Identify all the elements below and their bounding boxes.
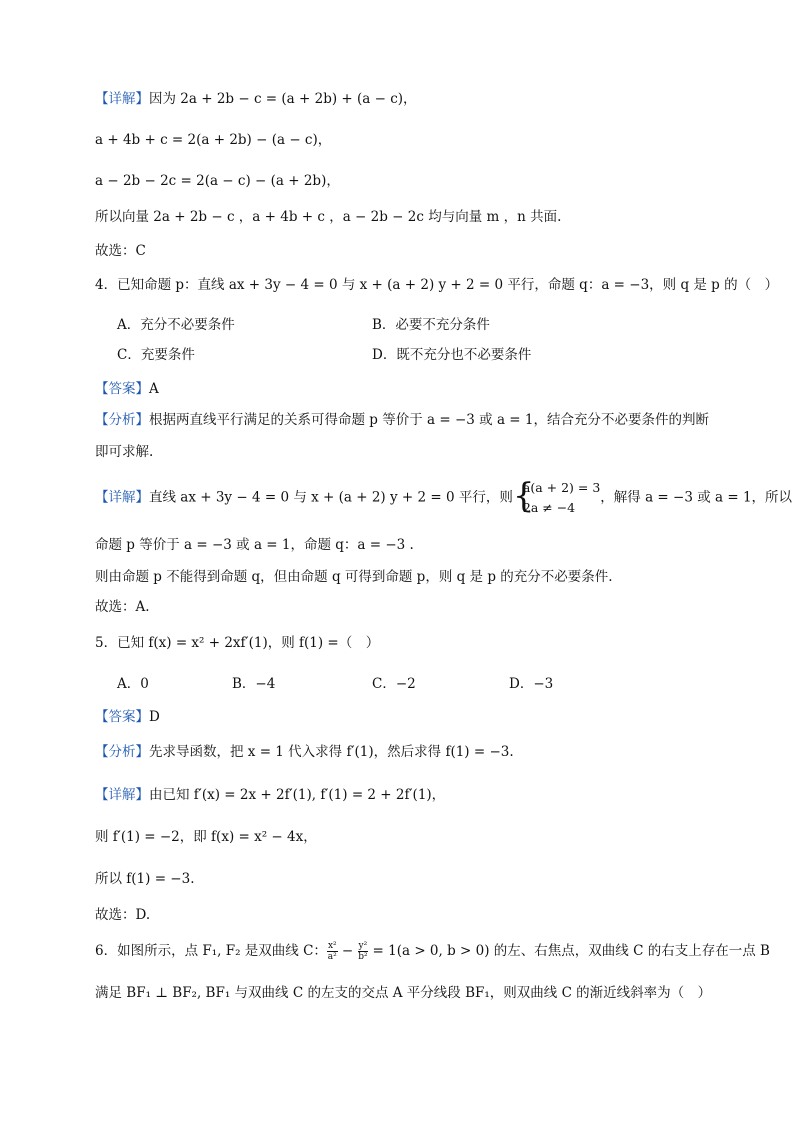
analysis-tag: 【分析】 [95,744,149,760]
q5-option-c: C．−2 [372,676,416,692]
fraction-y-num: y² [358,941,368,951]
q5-option-a: A．0 [117,676,149,692]
question-5: 5．已知 f(x) = x² + 2xf′(1)，则 f(1) =（ ） [95,635,380,651]
q4-choice: 故选：A. [95,599,150,615]
q6-minus: − [337,943,358,959]
fraction-x-den: a² [327,952,337,962]
question-6-line-2: 满足 BF₁ ⊥ BF₂, BF₁ 与双曲线 C 的左支的交点 A 平分线段 BF₁，则双曲线 C 的渐近线斜率为（ ） [95,985,712,1001]
system-eq-1: a(a + 2) = 3 [522,480,601,495]
system-eq-2: 2a ≠ −4 [522,500,576,515]
fraction-y [358,941,369,962]
q4-option-c: C．充要条件 [117,347,195,363]
detail-tag: 【详解】 [95,489,149,506]
detail-text: 由已知 f′(x) = 2x + 2f′(1), f′(1) = 2 + 2f′(1)， [149,787,446,803]
equation-system [513,478,600,518]
q4-answer [95,380,159,398]
q5-option-b: B．−4 [232,676,276,692]
q5-option-d: D．−3 [509,676,554,692]
q5-choice: 故选：D. [95,907,151,923]
detail-line-4: 所以向量 2a + 2b − c ，a + 4b + c ，a − 2b − 2c 均与向量 m ，n 共面. [95,209,562,225]
analysis-tag: 【分析】 [95,412,149,428]
fraction-y-den: b² [358,952,368,962]
q4-option-b: B．必要不充分条件 [372,317,490,333]
analysis-text: 根据两直线平行满足的关系可得命题 p 等价于 a = −3 或 a = 1，结合充分不必要条件的判断 [149,412,709,428]
q4-option-a: A．充分不必要条件 [117,317,235,333]
detail-text-post: ，解得 a = −3 或 a = 1，所以 [600,489,793,506]
answer-value: A [149,381,159,397]
detail-text: 直线 ax + 3y − 4 = 0 与 x + (a + 2) y + 2 = 0 平行，则 [149,489,513,506]
answer-choice-line: 故选：C [95,243,146,259]
detail-line-3: a − 2b − 2c = 2(a − c) − (a + 2b)， [95,173,340,189]
detail-tag: 【详解】 [95,787,149,803]
brace-icon: { [512,476,535,516]
fraction-x-num: x² [327,941,337,951]
question-4: 4．已知命题 p：直线 ax + 3y − 4 = 0 与 x + (a + 2) y + 2 = 0 平行，命题 q：a = −3，则 q 是 p 的（ ） [95,277,779,293]
detail-text: 因为 2a + 2b − c = (a + 2b) + (a − c)， [149,91,417,107]
q5-answer [95,708,160,726]
q4-analysis-1 [95,411,709,429]
answer-tag: 【答案】 [95,381,149,397]
answer-tag: 【答案】 [95,709,149,725]
q4-detail-3: 则由命题 p 不能得到命题 q，但由命题 q 可得到命题 p，则 q 是 p 的充分不必要条件. [95,569,613,585]
q6-text-pre: 6．如图所示，点 F₁, F₂ 是双曲线 C： [95,943,327,959]
fraction-x [327,941,338,962]
q5-detail-3: 所以 f(1) = −3. [95,871,195,887]
q4-detail [95,478,792,518]
detail-tag: 【详解】 [95,91,149,107]
q4-option-d: D．既不充分也不必要条件 [372,347,532,363]
q4-analysis-2: 即可求解. [95,444,154,460]
q5-detail-2: 则 f′(1) = −2，即 f(x) = x² − 4x， [95,829,317,845]
q5-detail [95,786,445,804]
detail-line-1 [95,90,417,108]
detail-line-2: a + 4b + c = 2(a + 2b) − (a − c)， [95,132,332,148]
q4-detail-2: 命题 p 等价于 a = −3 或 a = 1，命题 q：a = −3 . [95,537,414,553]
answer-value: D [149,709,160,725]
analysis-text: 先求导函数，把 x = 1 代入求得 f′(1)，然后求得 f(1) = −3. [149,744,514,760]
q5-analysis [95,743,514,761]
question-6 [95,941,770,962]
q6-text-post: = 1(a > 0, b > 0) 的左、右焦点，双曲线 C 的右支上存在一点 B [368,943,770,959]
